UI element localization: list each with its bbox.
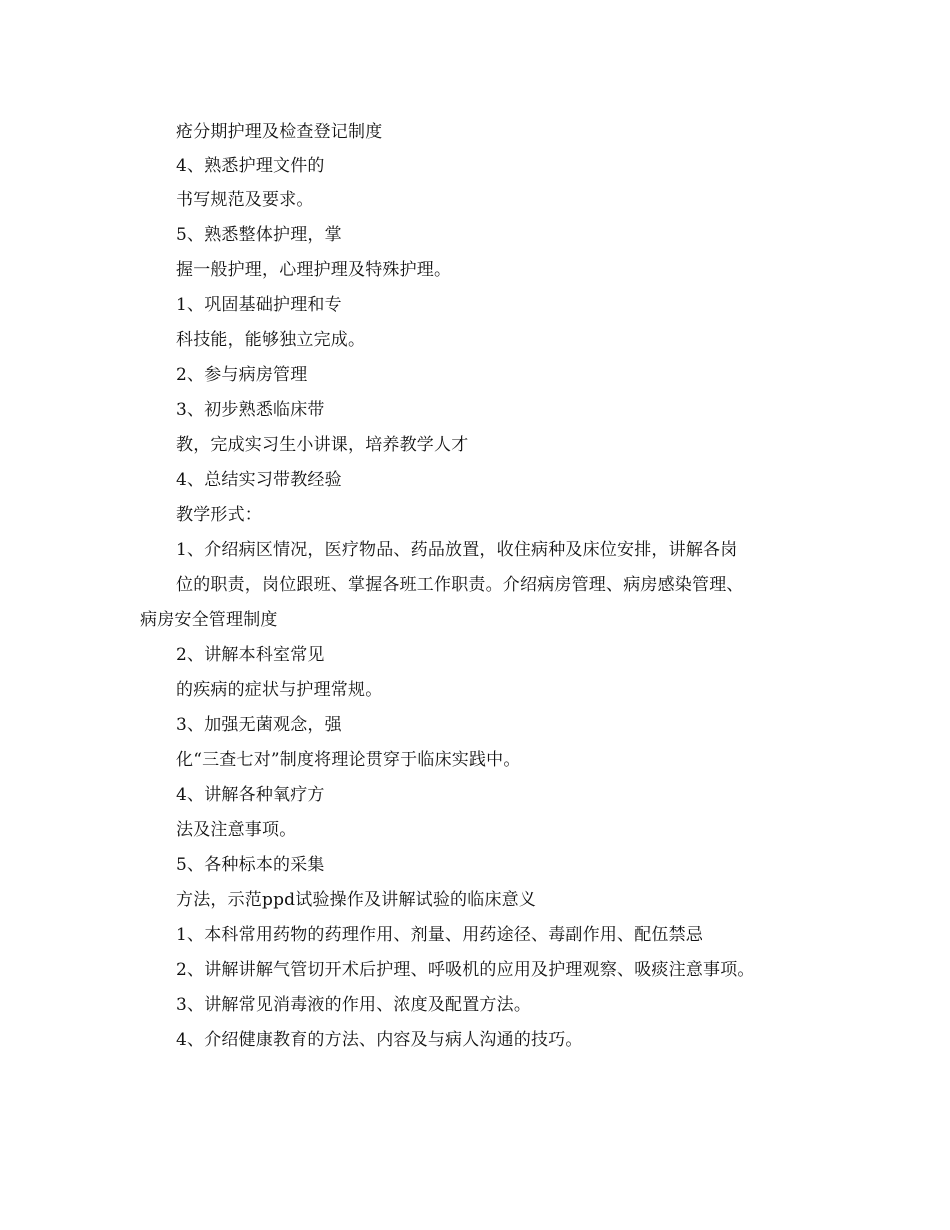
- section-heading: 教学形式：: [176, 505, 262, 525]
- text-line: 2、讲解讲解气管切开术后护理、呼吸机的应用及护理观察、吸痰注意事项。: [176, 960, 755, 980]
- text-line: 1、巩固基础护理和专: [176, 295, 342, 315]
- text-line: 握一般护理，心理护理及特殊护理。: [176, 260, 452, 280]
- text-line: 1、本科常用药物的药理作用、剂量、用药途径、毒副作用、配伍禁忌: [176, 925, 704, 945]
- text-line: 科技能，能够独立完成。: [176, 330, 366, 350]
- text-line: 4、讲解各种氧疗方: [176, 785, 325, 805]
- text-line: 2、讲解本科室常见: [176, 645, 325, 665]
- text-line: 位的职责，岗位跟班、掌握各班工作职责。介绍病房管理、病房感染管理、: [176, 575, 744, 595]
- text-line: 2、参与病房管理: [176, 365, 308, 385]
- text-line: 教，完成实习生小讲课，培养教学人才: [176, 435, 469, 455]
- text-line: 书写规范及要求。: [176, 190, 314, 210]
- text-line: 方法，示范ppd试验操作及讲解试验的临床意义: [176, 890, 537, 910]
- text-line: 疮分期护理及检查登记制度: [176, 122, 383, 142]
- text-line: 的疾病的症状与护理常规。: [176, 680, 383, 700]
- text-line: 化“三查七对”制度将理论贯穿于临床实践中。: [176, 750, 521, 770]
- text-line: 4、熟悉护理文件的: [176, 156, 325, 176]
- text-line: 4、介绍健康教育的方法、内容及与病人沟通的技巧。: [176, 1030, 583, 1050]
- text-line: 1、介绍病区情况，医疗物品、药品放置，收住病种及床位安排，讲解各岗: [176, 540, 738, 560]
- text-line: 法及注意事项。: [176, 820, 297, 840]
- text-line: 4、总结实习带教经验: [176, 470, 342, 490]
- text-line: 病房安全管理制度: [140, 610, 278, 630]
- text-line: 3、讲解常见消毒液的作用、浓度及配置方法。: [176, 995, 532, 1015]
- text-line: 3、初步熟悉临床带: [176, 400, 325, 420]
- text-line: 3、加强无菌观念，强: [176, 715, 342, 735]
- text-line: 5、熟悉整体护理，掌: [176, 225, 342, 245]
- text-line: 5、各种标本的采集: [176, 855, 325, 875]
